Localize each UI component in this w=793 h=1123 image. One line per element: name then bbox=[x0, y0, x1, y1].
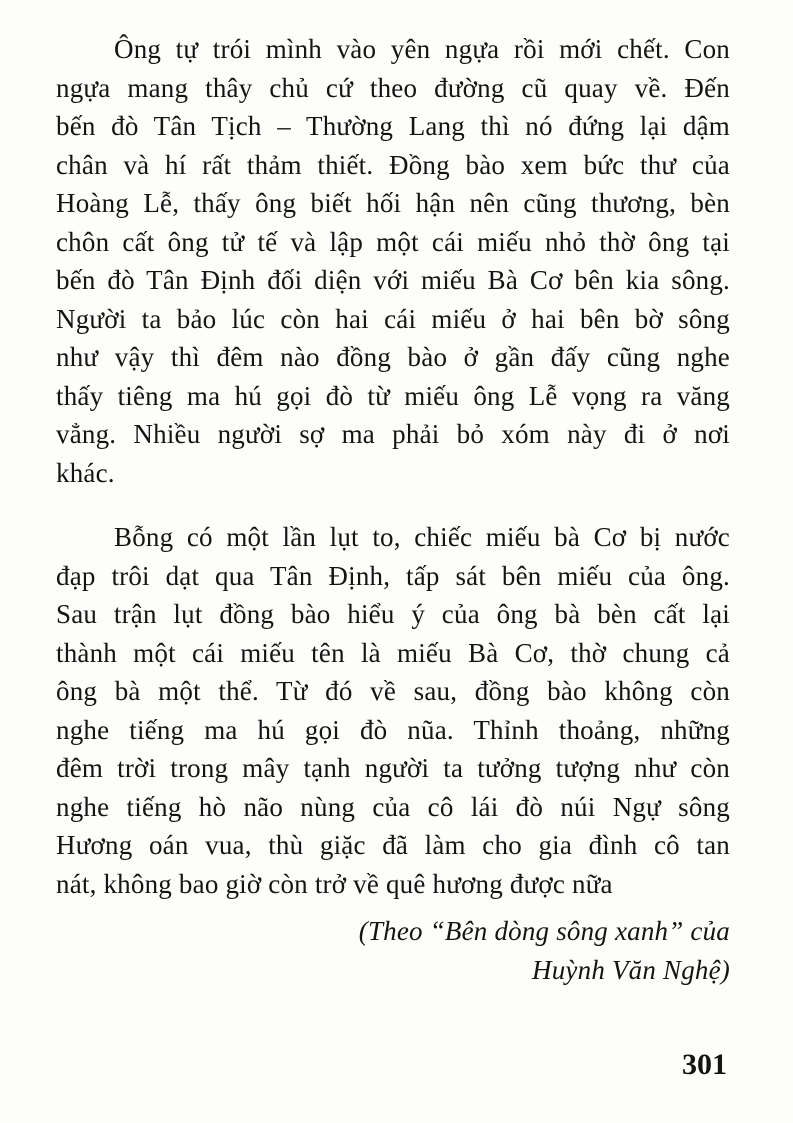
text-line: Sau trận lụt đồng bào hiểu ý của ông bà bèn cất lại bbox=[56, 599, 730, 629]
text-line: chân và hí rất thảm thiết. Đồng bào xem bức thư của bbox=[56, 149, 730, 180]
text-line: vẳng. Nhiều người sợ ma phải bỏ xóm này đi ở nơi bbox=[56, 419, 730, 449]
text-line: thành một cái miếu tên là miếu Bà Cơ, thờ chung cả bbox=[56, 637, 730, 668]
text-line: chôn cất ông tử tế và lập một cái miếu nhỏ thờ ông tại bbox=[56, 226, 730, 257]
text-line: bến đò Tân Tịch – Thường Lang thì nó đứng lại dậm bbox=[56, 111, 730, 141]
text-block bbox=[56, 30, 730, 989]
text-line: thấy tiêng ma hú gọi đò từ miếu ông Lễ vọng ra văng bbox=[56, 380, 730, 411]
paragraph-2 bbox=[56, 518, 730, 903]
text-line: nát, không bao giờ còn trở về quê hương được nữa bbox=[56, 868, 613, 899]
text-line: Hoàng Lễ, thấy ông biết hối hận nên cũng thương, bèn bbox=[56, 188, 730, 218]
page-number: 301 bbox=[682, 1048, 727, 1081]
text-line: ông bà một thể. Từ đó về sau, đồng bào không còn bbox=[56, 676, 730, 706]
text-line: Hương oán vua, thù giặc đã làm cho gia đình cô tan bbox=[56, 830, 730, 860]
text-line: đêm trời trong mây tạnh người ta tưởng tượng như còn bbox=[56, 753, 730, 783]
text-line: đạp trôi dạt qua Tân Định, tấp sát bên miếu của ông. bbox=[56, 560, 730, 591]
text-line: Bỗng có một lần lụt to, chiếc miếu bà Cơ bị nước bbox=[114, 522, 730, 552]
text-line: nghe tiếng hò não nùng của cô lái đò núi Ngự sông bbox=[56, 791, 730, 822]
text-line: nghe tiếng ma hú gọi đò nũa. Thỉnh thoảng, những bbox=[56, 714, 730, 745]
text-line: Người ta bảo lúc còn hai cái miếu ở hai bên bờ sông bbox=[56, 303, 730, 334]
attribution-line: Huỳnh Văn Nghệ) bbox=[532, 954, 730, 985]
text-line: Ông tự trói mình vào yên ngựa rồi mới chết. Con bbox=[114, 34, 730, 64]
source-attribution bbox=[56, 912, 730, 989]
text-line: khác. bbox=[56, 457, 115, 488]
text-line: bến đò Tân Định đối diện với miếu Bà Cơ bên kia sông. bbox=[56, 265, 730, 295]
paragraph-1 bbox=[56, 30, 730, 492]
text-line: ngựa mang thây chủ cứ theo đường cũ quay về. Đến bbox=[56, 72, 730, 103]
text-line: như vậy thì đêm nào đồng bào ở gần đấy cũng nghe bbox=[56, 342, 730, 372]
attribution-line: (Theo “Bên dòng sông xanh” của bbox=[358, 916, 730, 946]
